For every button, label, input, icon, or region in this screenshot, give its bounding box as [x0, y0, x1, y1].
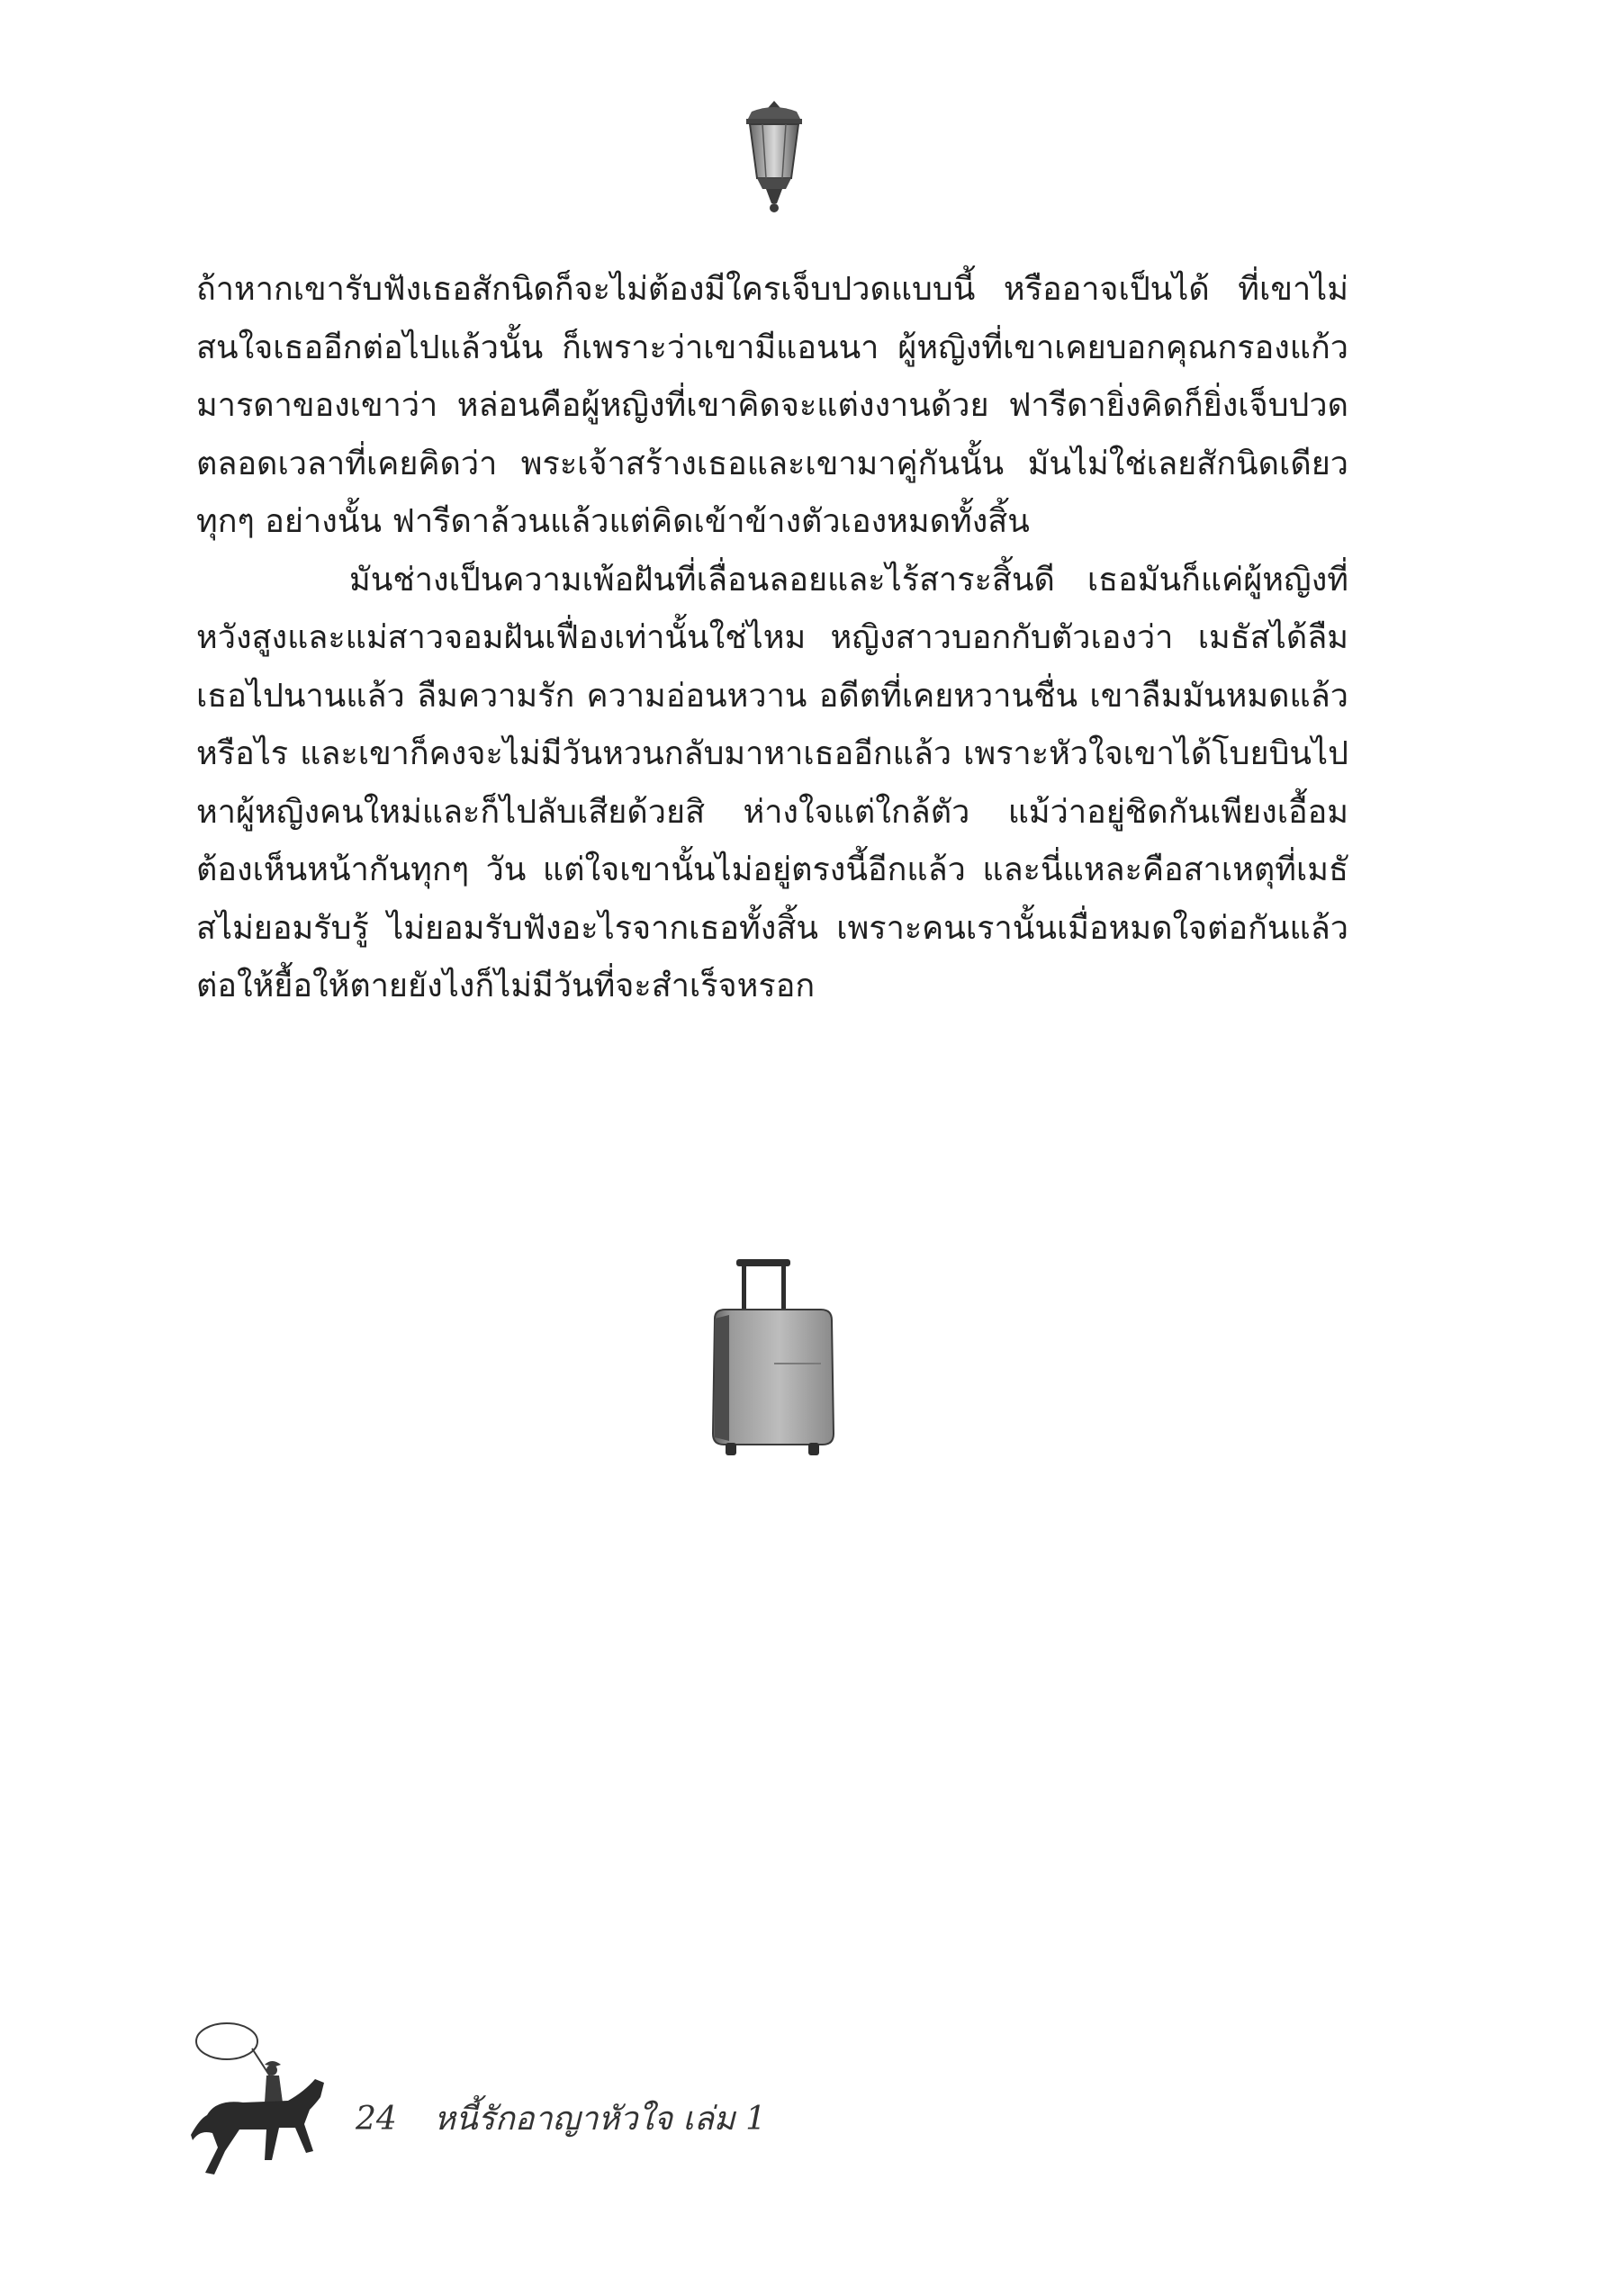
- book-title: หนี้รักอาญาหัวใจ เล่ม 1: [434, 2101, 766, 2138]
- paragraph-1: ถ้าหากเขารับฟังเธอสักนิดก็จะไม่ต้องมีใครเจ็บปวดแบบนี้ หรืออาจเป็นได้ ที่เขาไม่สนใจเธออีกต่อไปแล้วนั้น ก็เพราะว่าเขามีแอนนา ผู้หญิงที่เขาเคยบอกคุณกรองแก้ว มารดาของเขาว่า หล่อนคือผู้หญิงที่เขาคิดจะแต่งงานด้วย ฟารีดายิ่งคิดก็ยิ่งเจ็บปวด ตลอดเวลาที่เคยคิดว่า พระเจ้าสร้างเธอและเขามาคู่กันนั้น มันไม่ใช่เลยสักนิดเดียว ทุกๆ อย่างนั้น ฟารีดาล้วนแล้วแต่คิดเข้าข้างตัวเองหมดทั้งสิ้น: [196, 271, 1348, 540]
- paragraph-2: มันช่างเป็นความเพ้อฝันที่เลื่อนลอยและไร้สาระสิ้นดี เธอมันก็แค่ผู้หญิงที่หวังสูงและแม่สาวจอมฝันเฟื่องเท่านั้นใช่ไหม หญิงสาวบอกกับตัวเองว่า เมธัสได้ลืมเธอไปนานแล้ว ลืมความรัก ความอ่อนหวาน อดีตที่เคยหวานชื่น เขาลืมมันหมดแล้วหรือไร และเขาก็คงจะไม่มีวันหวนกลับมาหาเธออีกแล้ว เพราะหัวใจเขาได้โบยบินไปหาผู้หญิงคนใหม่และก็ไปลับเสียด้วยสิ ห่างใจแต่ใกล้ตัว แม้ว่าอยู่ชิดกันเพียงเอื้อมต้องเห็นหน้ากันทุกๆ วัน แต่ใจเขานั้นไม่อยู่ตรงนี้อีกแล้ว และนี่แหละคือสาเหตุที่เมธัสไม่ยอมรับรู้ ไม่ยอมรับฟังอะไรจากเธอทั้งสิ้น เพราะคนเรานั้นเมื่อหมดใจต่อกันแล้ว ต่อให้ยื้อให้ตายยังไงก็ไม่มีวันที่จะสำเร็จหรอก: [196, 561, 1348, 1004]
- page-footer: [356, 2093, 766, 2144]
- body-text: [196, 261, 1348, 1016]
- horse-rider-lasso-icon: [189, 2016, 333, 2187]
- lantern-icon: [734, 99, 815, 216]
- page-number: 24: [356, 2101, 397, 2138]
- suitcase-icon: [702, 1256, 846, 1463]
